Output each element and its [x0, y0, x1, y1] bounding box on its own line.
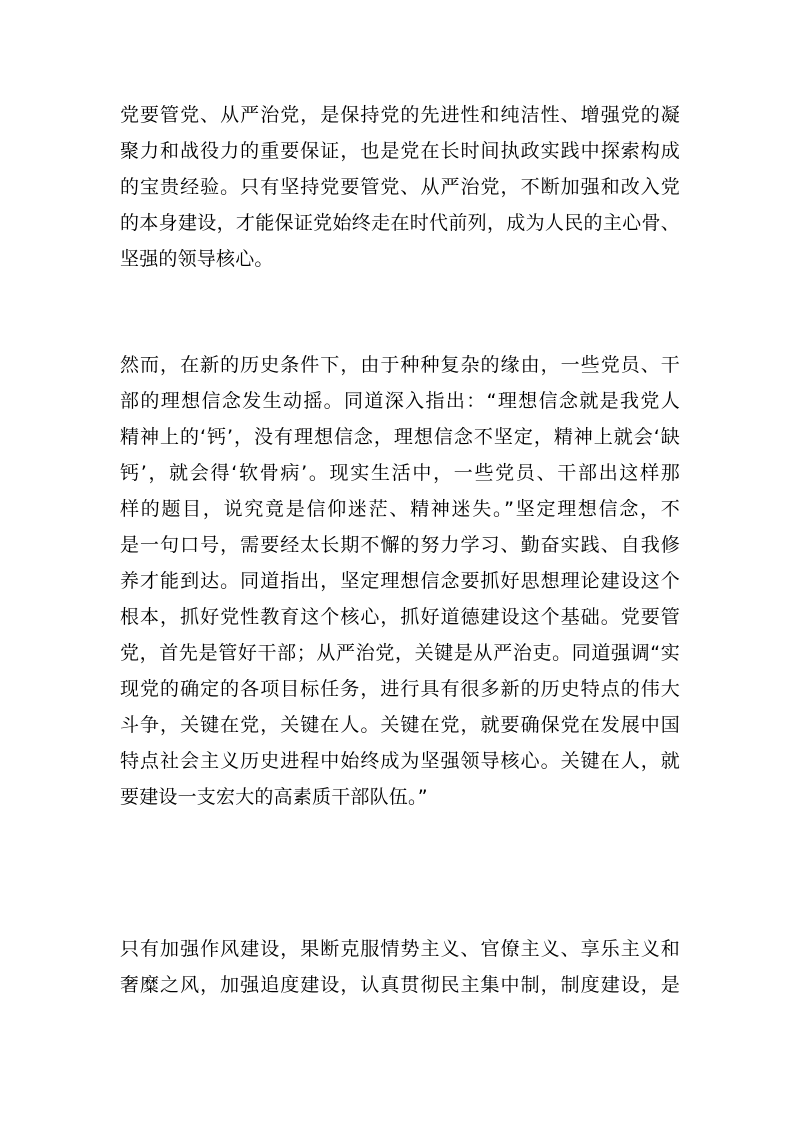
- text-line: 坚强的领导核心。: [120, 248, 274, 270]
- text-line: 钙’，就会得‘软骨病’。现实生活中，一些党员、干部出这样那: [120, 462, 680, 484]
- text-line: 要建设一支宏大的高素质干部队伍。”: [120, 786, 428, 808]
- paragraph-3: [120, 931, 680, 1003]
- text-line: 聚力和战役力的重要保证，也是党在长时间执政实践中探索构成: [120, 140, 680, 162]
- text-line: 是一句口号，需要经太长期不懈的努力学习、勤奋实践、自我修: [120, 534, 680, 556]
- text-line: 奢糜之风，加强追度建设，认真贯彻民主集中制，制度建设，是: [120, 974, 680, 996]
- paragraph-2: [120, 347, 680, 815]
- text-line: 的本身建设，才能保证党始终走在时代前列，成为人民的主心骨、: [120, 212, 680, 234]
- text-line: 精神上的‘钙’，没有理想信念，理想信念不坚定，精神上就会‘缺: [120, 426, 680, 448]
- text-line: 斗争，关键在党，关键在人。关键在党，就要确保党在发展中国: [120, 714, 680, 736]
- text-line: 党，首先是管好干部；从严治党，关键是从严治吏。同道强调“实: [120, 642, 680, 664]
- text-line: 养才能到达。同道指出，坚定理想信念要抓好思想理论建设这个: [120, 570, 680, 592]
- text-line: 部的理想信念发生动摇。同道深入指出：“理想信念就是我党人: [120, 390, 680, 412]
- text-line: 只有加强作风建设，果断克服情势主义、官僚主义、享乐主义和: [120, 938, 680, 960]
- text-line: 党要管党、从严治党，是保持党的先进性和纯洁性、增强党的凝: [120, 104, 680, 126]
- text-line: 现党的确定的各项目标任务，进行具有很多新的历史特点的伟大: [120, 678, 680, 700]
- text-line: 然而，在新的历史条件下，由于种种复杂的缘由，一些党员、干: [120, 354, 680, 376]
- text-line: 样的题目，说究竟是信仰迷茫、精神迷失。”坚定理想信念，不: [120, 498, 680, 520]
- paragraph-1: [120, 97, 680, 277]
- text-line: 的宝贵经验。只有坚持党要管党、从严治党，不断加强和改入党: [120, 176, 680, 198]
- text-line: 特点社会主义历史进程中始终成为坚强领导核心。关键在人，就: [120, 750, 680, 772]
- text-line: 根本，抓好党性教育这个核心，抓好道德建设这个基础。党要管: [120, 606, 680, 628]
